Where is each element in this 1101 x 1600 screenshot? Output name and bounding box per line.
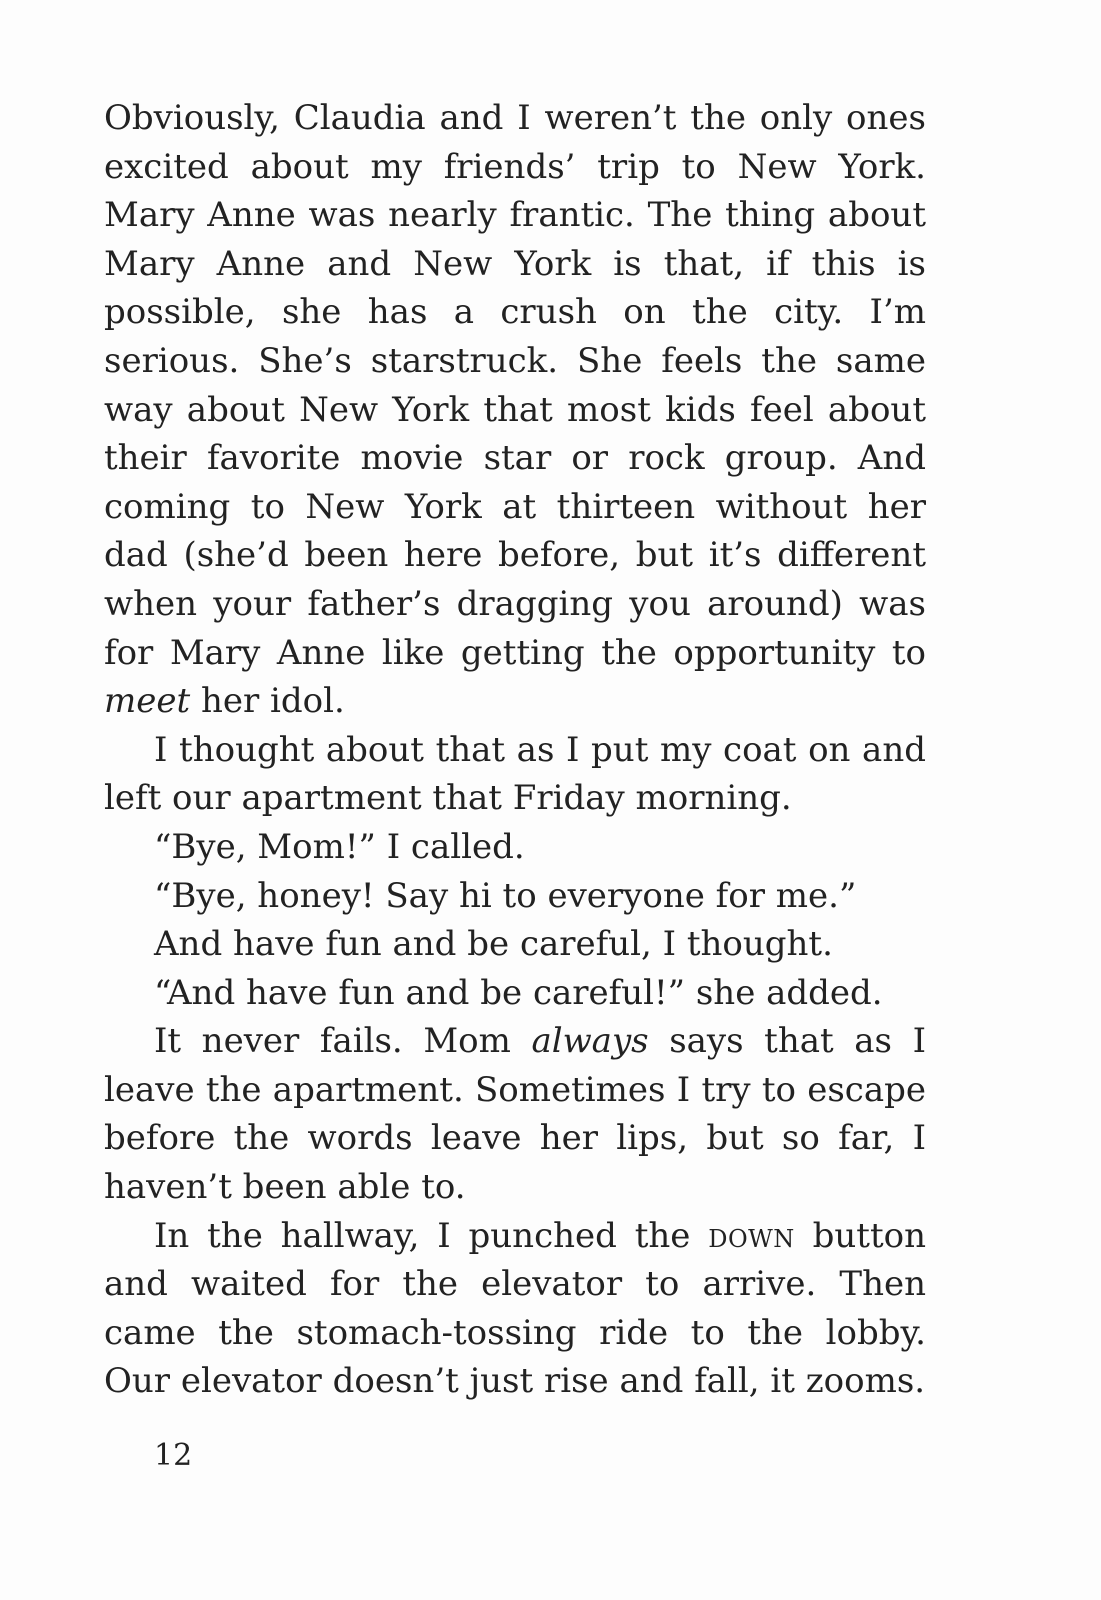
body-text [104,94,926,1406]
p6-text: “And have fun and be careful!” she added. [154,972,883,1013]
paragraph-2 [104,726,926,823]
p2-text: I thought about that as I put my coat on and left our apartment that Friday morning. [104,729,926,819]
p1-text-1: Obviously, Claudia and I weren’t the only ones excited about my friends’ trip to New York. Mary Anne was nearly frantic. The thing about Mary Anne and New York is that, if this is possible, she has a crush on the city. I’m serious. She’s starstruck. She feels the same way about New York that most kids feel about their favorite movie star or rock group. And coming to New York at thirteen without her dad (she’d been here before, but it’s different when your father’s dragging you around) was for Mary Anne like getting the opportunity to [104,98,926,673]
paragraph-6 [104,969,926,1018]
p7-italic-always: always [531,1021,649,1062]
p7-text-2: says that as I leave the apartment. Sometimes I try to escape before the words leave her lips, but so far, I haven’t been able to. [104,1021,926,1208]
p4-text: “Bye, honey! Say hi to everyone for me.” [154,875,857,916]
paragraph-3 [104,823,926,872]
p7-text-1: It never fails. Mom [154,1021,532,1062]
paragraph-4 [104,872,926,921]
p1-text-2: her idol. [190,681,345,722]
paragraph-1 [104,94,926,726]
paragraph-5 [104,920,926,969]
p3-text: “Bye, Mom!” I called. [154,826,525,867]
p8-smallcaps-down: down [708,1215,795,1256]
paragraph-8 [104,1212,926,1406]
page-number: 12 [154,1438,193,1473]
p5-text: And have fun and be careful, I thought. [154,924,833,965]
paragraph-7 [104,1017,926,1211]
p1-italic-meet: meet [104,681,191,722]
p8-text-1: In the hallway, I punched the [154,1215,709,1256]
p8-text-2: button and waited for the elevator to arrive. Then came the stomach-tossing ride to the lobby. Our elevator doesn’t just rise and fall, it zooms. [104,1215,926,1402]
